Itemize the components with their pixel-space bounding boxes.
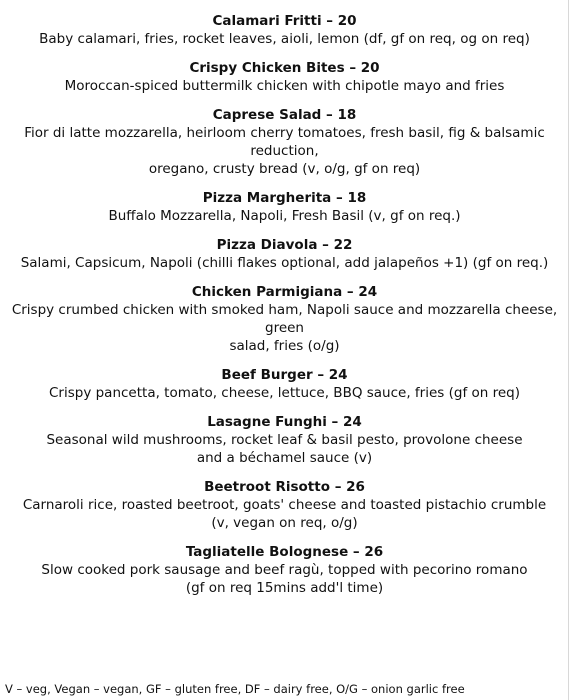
menu-item-title: Calamari Fritti – 20 [212,13,357,29]
menu-item [0,106,569,178]
menu-item [0,478,569,532]
menu-item [0,283,569,355]
menu-item-description: Crispy crumbed chicken with smoked ham, Napoli sauce and mozzarella cheese, green [11,302,558,336]
menu-item-description: (gf on req 15mins add'l time) [185,580,384,596]
menu-item [0,236,569,272]
menu-item-description: salad, fries (o/g) [229,338,340,354]
menu-item-title: Tagliatelle Bolognese – 26 [185,544,384,560]
dietary-legend: V – veg, Vegan – vegan, GF – gluten free, DF – dairy free, O/G – onion garlic free [5,682,465,696]
menu-item-description: Salami, Capsicum, Napoli (chilli flakes optional, add jalapeños +1) (gf on req.) [20,255,549,271]
menu-item-description: Fior di latte mozzarella, heirloom cherry tomatoes, fresh basil, fig & balsamic reduction, [24,125,545,159]
menu-item-description: (v, vegan on req, o/g) [211,515,358,531]
menu-item-description: Slow cooked pork sausage and beef ragù, topped with pecorino romano [41,562,528,578]
menu-item-description: and a béchamel sauce (v) [196,450,373,466]
menu-item-description: Crispy pancetta, tomato, cheese, lettuce, BBQ sauce, fries (gf on req) [49,385,520,401]
menu-item-title: Pizza Diavola – 22 [216,237,353,253]
menu-item-description: Seasonal wild mushrooms, rocket leaf & basil pesto, provolone cheese [46,432,523,448]
menu-item-title: Beef Burger – 24 [221,367,348,383]
menu-item [0,366,569,402]
menu-item-description: Baby calamari, fries, rocket leaves, aioli, lemon (df, gf on req, og on req) [39,31,530,47]
menu-item-description: Carnaroli rice, roasted beetroot, goats' cheese and toasted pistachio crumble [22,497,547,513]
menu-item-title: Pizza Margherita – 18 [202,190,367,206]
menu-item [0,59,569,95]
menu-item-title: Caprese Salad – 18 [212,107,357,123]
menu-item [0,189,569,225]
menu-list [0,12,569,608]
menu-item-description: oregano, crusty bread (v, o/g, gf on req) [148,161,421,177]
menu-item-title: Beetroot Risotto – 26 [204,479,365,495]
menu-item-title: Crispy Chicken Bites – 20 [189,60,380,76]
menu-item-description: Buffalo Mozzarella, Napoli, Fresh Basil (v, gf on req.) [108,208,461,224]
menu-item [0,413,569,467]
menu-item-description: Moroccan-spiced buttermilk chicken with chipotle mayo and fries [64,78,505,94]
menu-item [0,543,569,597]
menu-item [0,12,569,48]
menu-item-title: Lasagne Funghi – 24 [207,414,362,430]
menu-item-title: Chicken Parmigiana – 24 [191,284,378,300]
